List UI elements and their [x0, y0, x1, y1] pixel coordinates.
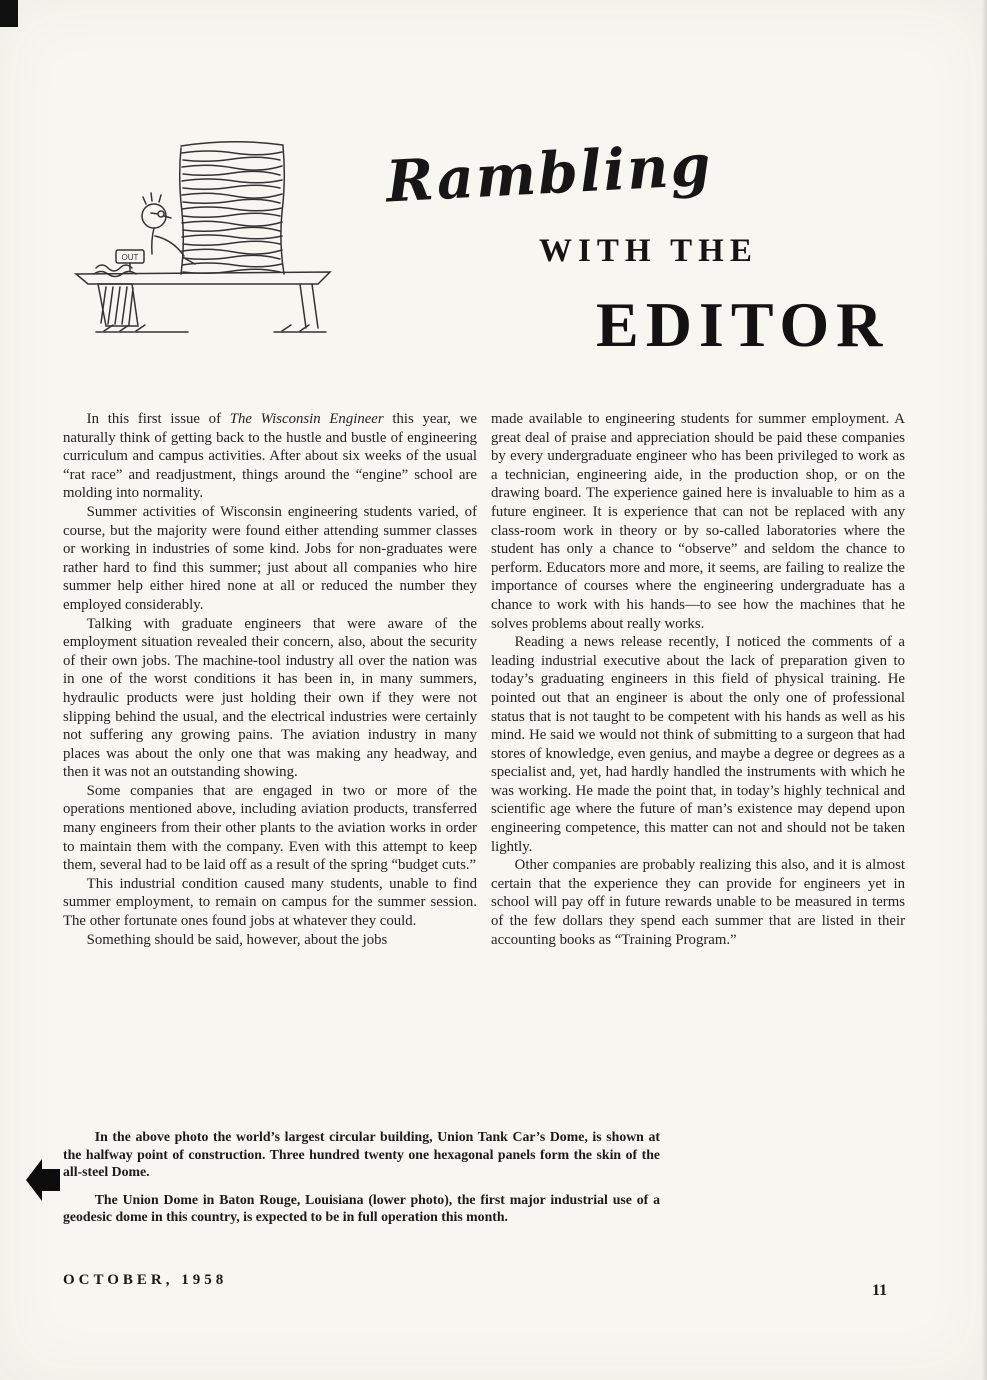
left-arrow-icon: [26, 1158, 62, 1202]
paragraph-intro: [63, 410, 477, 503]
caption-union-dome: The Union Dome in Baton Rouge, Louisiana (lower photo), the first major industrial use of a geodesic dome in this country, is expected to be in full operation this month.: [63, 1191, 660, 1225]
page-number: 11: [872, 1282, 888, 1299]
issue-date: OCTOBER, 1958: [63, 1272, 228, 1288]
magazine-name-italic: The Wisconsin Engineer: [229, 411, 384, 427]
scan-corner-mark: [0, 0, 18, 27]
paragraph: Some companies that are engaged in two or more of the operations mentioned above, including aviation products, transferred many engineers from their other plants to the aviation works in order to maintain them with the company. Even with this attempt to keep them, several had to be laid off as a result of the spring “budget cuts.”: [63, 782, 477, 874]
caption-dome-construction: In the above photo the world’s largest circular building, Union Tank Car’s Dome, is shown at the halfway point of construction. Three hundred twenty one hexagonal panels form the skin of the all-steel Dome.: [63, 1129, 660, 1180]
cartoon-editor-at-desk-illustration: [68, 126, 342, 380]
paragraph: Talking with graduate engineers that were aware of the employment situation revealed their concern, also, about the security of their own jobs. The machine-tool industry all over the nation was in one of the worst conditions it has been in, in many summers, hydraulic products were just holding their own if they were not slipping behind the usual, and the electrical industries were certainly not suffering any growing pains. The aviation industry in many places was about the only one that was making any headway, and then it was not an outstanding showing.: [63, 615, 477, 781]
out-tray-label: OUT: [121, 253, 139, 262]
paragraph: Something should be said, however, about the jobs: [86, 931, 388, 948]
paragraph: This industrial condition caused many students, unable to find summer employment, to remain on campus for the summer session. The other fortunate ones found jobs at whatever they could.: [63, 875, 477, 930]
paragraph: Reading a news release recently, I noticed the comments of a leading industrial executive about the lack of preparation given to today’s graduating engineers in this field of physical training. He pointed out that an engineer is about the only one of professional status that is not taught to be competent with his hands as well as his mind. He said we would not think of submitting to a surgeon that had stores of knowledge, even genius, and maybe a degree or degrees as a specialist and, yet, had hardly handled the instruments with which he was working. He made the point that, in today’s highly technical and scientific age where the future of man’s existence may depend upon engineering competence, this matter can not and should not be taken lightly.: [491, 634, 905, 855]
right-column: [491, 410, 905, 949]
title-editor: EDITOR: [596, 289, 890, 360]
cartoon-drawing: [68, 126, 342, 380]
title-rambling: Rambling: [384, 131, 714, 216]
scan-edge-shading: [981, 0, 987, 1380]
title-with-the: WITH THE: [539, 233, 758, 269]
photo-captions: [63, 1128, 660, 1236]
paragraph: Other companies are probably realizing this also, and it is almost certain that the experience they can provide for engineers yet in school will pay off in future rewards unable to be measured in terms of the few dollars they spend each summer that are listed in their accounting books as “Training Program.”: [491, 857, 905, 948]
paragraph-continuation: made available to engineering students for summer employment. A great deal of praise and appreciation should be paid these companies by every undergraduate engineer who has been privileged to work as a technician, engineering aide, in the production shop, or on the drawing board. The experience gained here is invaluable to him as a future engineer. It is experience that can not be replaced with any class-room work in theory or by so-called laboratories where the student has only a chance to “observe” and seldom the chance to perform. Educators more and more, it seems, are failing to realize the importance of courses where the engineering undergraduate has a chance to work with his hands—to see how the machines that he solves problems about really works.: [491, 411, 905, 632]
paragraph-text: In this first issue of: [86, 411, 230, 427]
paragraph-text: this year, we naturally think of getting back to the hustle and bustle of engineering curriculum and campus activities. After about six weeks of the usual “rat race” and readjustment, things around the “engine” school are molding into normality.: [63, 411, 477, 502]
article-body: [63, 410, 906, 949]
left-column: [63, 410, 477, 949]
paragraph: Summer activities of Wisconsin engineering students varied, of course, but the majority were found either attending summer classes or working in industries of some kind. Jobs for non-graduates were rather hard to find this summer; just about all companies who hire summer help either hired none at all or reduced the number they employed considerably.: [63, 503, 477, 613]
